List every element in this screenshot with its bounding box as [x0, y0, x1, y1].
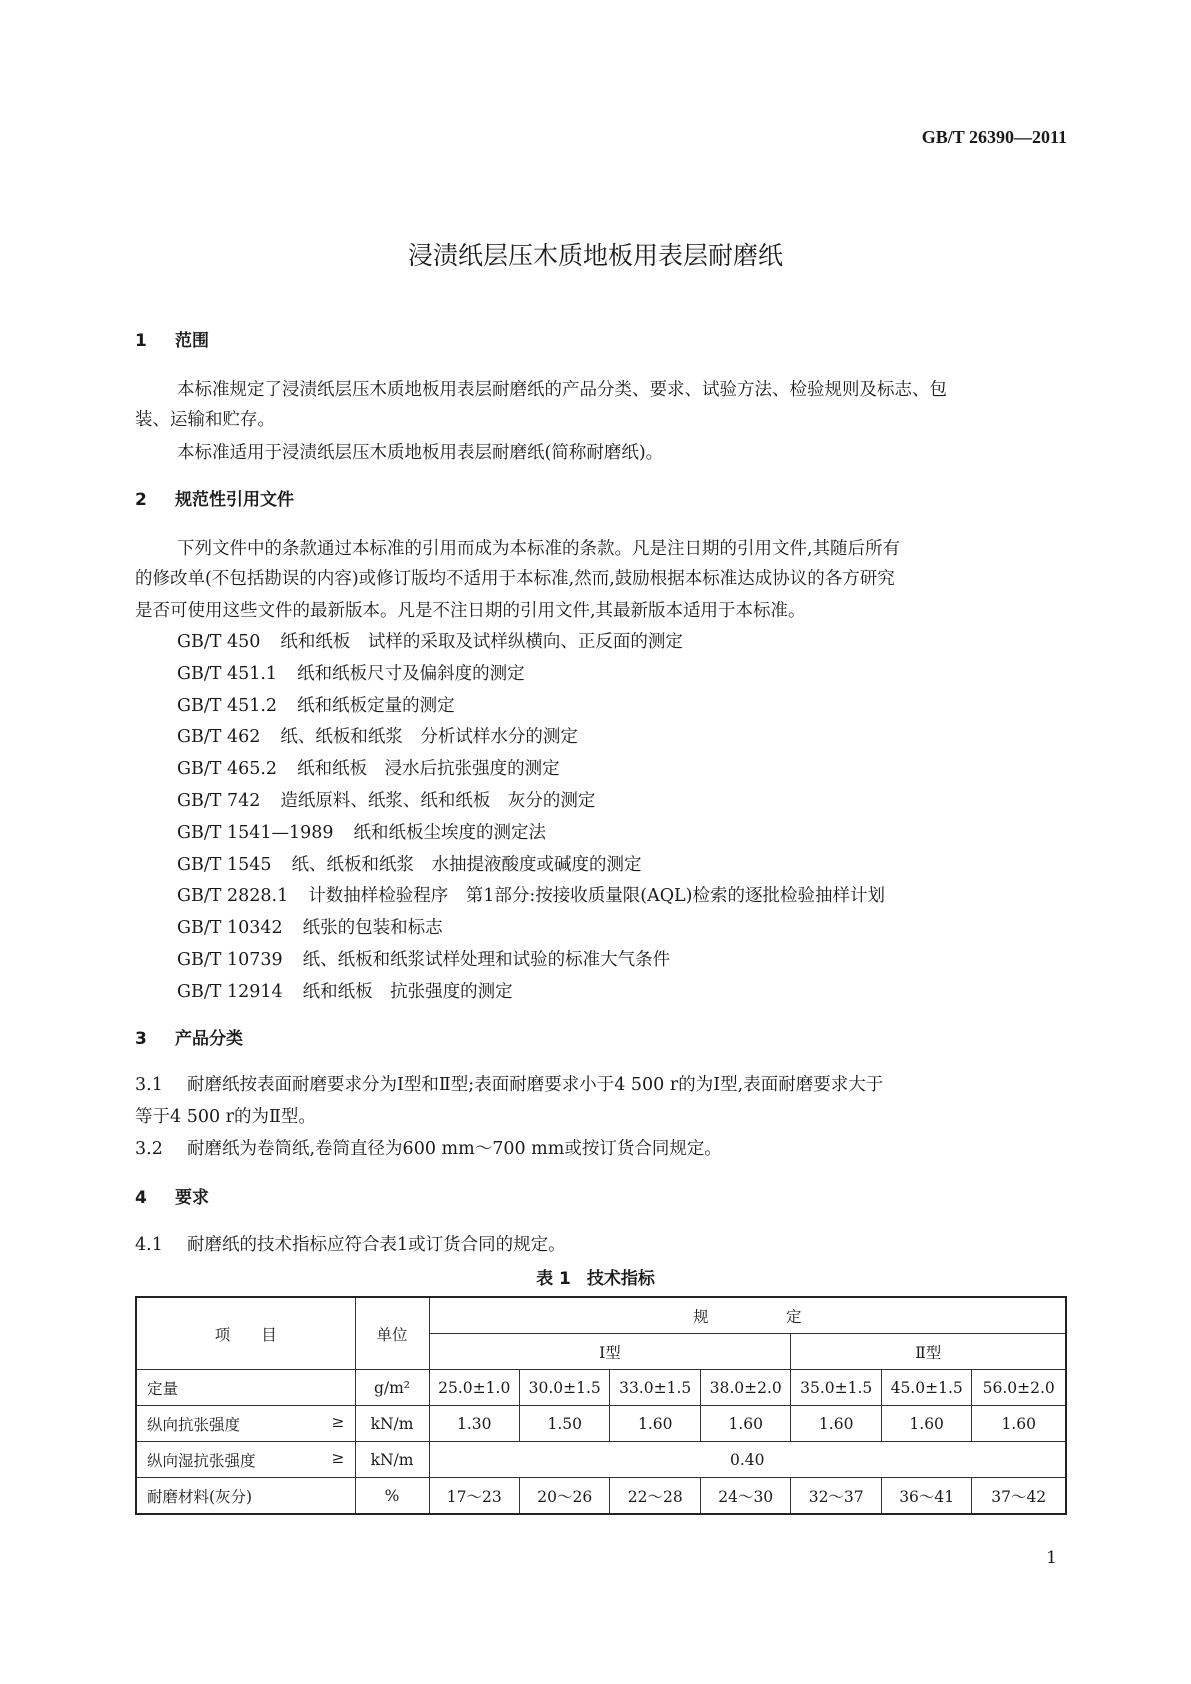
row-value: 22～28: [610, 1478, 700, 1515]
section-number: 4: [135, 1188, 147, 1208]
standard-number: GB/T 26390—2011: [921, 127, 1067, 147]
item-label: 纵向湿抗张强度: [147, 1451, 256, 1470]
clause-number: 3.1: [135, 1075, 163, 1095]
reference-code: GB/T 451.2: [177, 695, 278, 716]
clause-text: 耐磨纸为卷筒纸,卷筒直径为600 mm～700 mm或按订货合同规定。: [187, 1139, 722, 1159]
table-row: [136, 1478, 1066, 1515]
paragraph: 的修改单(不包括勘误的内容)或修订版均不适用于本标准,然而,鼓励根据本标准达成协议的各方研究: [135, 569, 895, 589]
clause-3-1: [135, 1073, 883, 1097]
row-value: 1.60: [610, 1406, 700, 1442]
reference-code: GB/T 2828.1: [177, 886, 289, 907]
reference-code: GB/T 12914: [177, 981, 283, 1002]
row-value: 56.0±2.0: [972, 1370, 1066, 1406]
reference-item: [177, 853, 642, 877]
clause-text: 等于4 500 r的为Ⅱ型。: [135, 1107, 316, 1127]
paragraph: 是否可使用这些文件的最新版本。凡是不注日期的引用文件,其最新版本适用于本标准。: [135, 601, 806, 621]
row-value: 36～41: [881, 1478, 971, 1515]
reference-title: 纸和纸板 试样的采取及试样纵横向、正反面的测定: [280, 632, 683, 652]
row-value: 1.60: [972, 1406, 1066, 1442]
item-label: 纵向抗张强度: [147, 1415, 241, 1434]
row-value: 37～42: [972, 1478, 1066, 1515]
table-title: 技术指标: [586, 1269, 655, 1289]
reference-item: [177, 630, 683, 654]
row-item: [136, 1478, 355, 1515]
reference-item: [177, 725, 578, 749]
section-title: 规范性引用文件: [175, 490, 294, 510]
reference-item: [177, 662, 525, 686]
row-value: 1.60: [791, 1406, 881, 1442]
table-row: [136, 1442, 1066, 1478]
reference-code: GB/T 742: [177, 791, 261, 811]
item-label: 耐磨材料(灰分): [147, 1487, 253, 1506]
technical-indicators-table: [135, 1296, 1067, 1515]
paragraph: 本标准规定了浸渍纸层压木质地板用表层耐磨纸的产品分类、要求、试验方法、检验规则及标志、包: [177, 380, 947, 400]
reference-item: [177, 980, 513, 1004]
header-spec: 规 定: [429, 1297, 1066, 1334]
row-value: 45.0±1.5: [881, 1370, 971, 1406]
table-caption: [0, 1264, 1191, 1289]
section-1-heading: [135, 329, 209, 353]
row-value: 0.40: [429, 1442, 1066, 1478]
clause-number: 4.1: [135, 1235, 163, 1255]
row-value: 30.0±1.5: [519, 1370, 609, 1406]
clause-text: 耐磨纸的技术指标应符合表1或订货合同的规定。: [187, 1235, 566, 1255]
header-unit: 单位: [355, 1297, 429, 1370]
row-item: [136, 1442, 355, 1478]
reference-code: GB/T 10739: [177, 950, 283, 970]
reference-title: 造纸原料、纸浆、纸和纸板 灰分的测定: [280, 791, 596, 811]
row-value: 32～37: [791, 1478, 881, 1515]
row-unit: kN/m: [355, 1442, 429, 1478]
row-item: [136, 1370, 355, 1406]
reference-item: [177, 694, 455, 718]
reference-title: 纸和纸板尺寸及偏斜度的测定: [297, 663, 525, 684]
header-type-1: Ⅰ型: [429, 1334, 791, 1370]
reference-item: [177, 884, 885, 908]
section-3-heading: [135, 1027, 243, 1051]
row-value: 1.60: [881, 1406, 971, 1442]
reference-item: [177, 916, 443, 940]
row-value: 20～26: [519, 1478, 609, 1515]
paragraph: 装、运输和贮存。: [135, 410, 275, 430]
reference-title: 纸和纸板尘埃度的测定法: [353, 822, 547, 843]
header-type-2: Ⅱ型: [791, 1334, 1066, 1370]
reference-item: [177, 821, 546, 845]
row-unit: g/m²: [355, 1370, 429, 1406]
ge-symbol: ≥: [331, 1412, 345, 1431]
header-item: 项 目: [136, 1297, 355, 1370]
row-unit: %: [355, 1478, 429, 1515]
paragraph: 本标准适用于浸渍纸层压木质地板用表层耐磨纸(简称耐磨纸)。: [177, 443, 664, 463]
row-value: 25.0±1.0: [429, 1370, 519, 1406]
row-unit: kN/m: [355, 1406, 429, 1442]
paragraph: 下列文件中的条款通过本标准的引用而成为本标准的条款。凡是注日期的引用文件,其随后所有: [177, 539, 901, 559]
row-value: 1.60: [700, 1406, 790, 1442]
reference-code: GB/T 450: [177, 632, 261, 652]
row-value: 1.50: [519, 1406, 609, 1442]
clause-3-2: [135, 1137, 722, 1161]
row-value: 33.0±1.5: [610, 1370, 700, 1406]
reference-title: 纸、纸板和纸浆试样处理和试验的标准大气条件: [302, 950, 671, 970]
section-number: 1: [135, 331, 147, 351]
section-title: 要求: [175, 1188, 209, 1208]
row-value: 35.0±1.5: [791, 1370, 881, 1406]
row-item: [136, 1406, 355, 1442]
section-title: 产品分类: [175, 1029, 243, 1049]
reference-title: 纸和纸板定量的测定: [297, 695, 455, 716]
reference-title: 纸张的包装和标志: [302, 918, 443, 939]
reference-title: 纸、纸板和纸浆 水抽提液酸度或碱度的测定: [291, 854, 642, 875]
section-number: 2: [135, 490, 147, 510]
section-title: 范围: [175, 331, 209, 351]
table-row: [136, 1370, 1066, 1406]
document-title: 浸渍纸层压木质地板用表层耐磨纸: [407, 241, 783, 270]
row-value: 24～30: [700, 1478, 790, 1515]
table-number: 表 1: [536, 1269, 571, 1289]
reference-code: GB/T 465.2: [177, 759, 278, 780]
clause-text: 耐磨纸按表面耐磨要求分为Ⅰ型和Ⅱ型;表面耐磨要求小于4 500 r的为Ⅰ型,表面耐磨要求大于: [187, 1075, 884, 1095]
reference-title: 纸、纸板和纸浆 分析试样水分的测定: [280, 727, 578, 748]
table-row: [136, 1406, 1066, 1442]
reference-item: [177, 948, 670, 972]
reference-item: [177, 757, 560, 781]
reference-item: [177, 789, 595, 813]
reference-title: 纸和纸板 浸水后抗张强度的测定: [297, 759, 560, 780]
section-4-heading: [135, 1186, 209, 1210]
section-2-heading: [135, 488, 294, 512]
row-value: 1.30: [429, 1406, 519, 1442]
reference-code: GB/T 1545: [177, 854, 272, 875]
section-number: 3: [135, 1029, 147, 1049]
reference-code: GB/T 10342: [177, 918, 283, 939]
reference-code: GB/T 451.1: [177, 663, 278, 684]
item-label: 定量: [147, 1379, 179, 1398]
ge-symbol: ≥: [331, 1448, 345, 1467]
reference-title: 计数抽样检验程序 第1部分:按接收质量限(AQL)检索的逐批检验抽样计划: [308, 886, 886, 907]
clause-number: 3.2: [135, 1139, 163, 1159]
reference-code: GB/T 1541—1989: [177, 822, 334, 843]
reference-title: 纸和纸板 抗张强度的测定: [302, 981, 513, 1002]
row-value: 17～23: [429, 1478, 519, 1515]
page-number: 1: [1046, 1548, 1057, 1568]
row-value: 38.0±2.0: [700, 1370, 790, 1406]
clause-4-1: [135, 1233, 566, 1257]
reference-code: GB/T 462: [177, 727, 261, 748]
